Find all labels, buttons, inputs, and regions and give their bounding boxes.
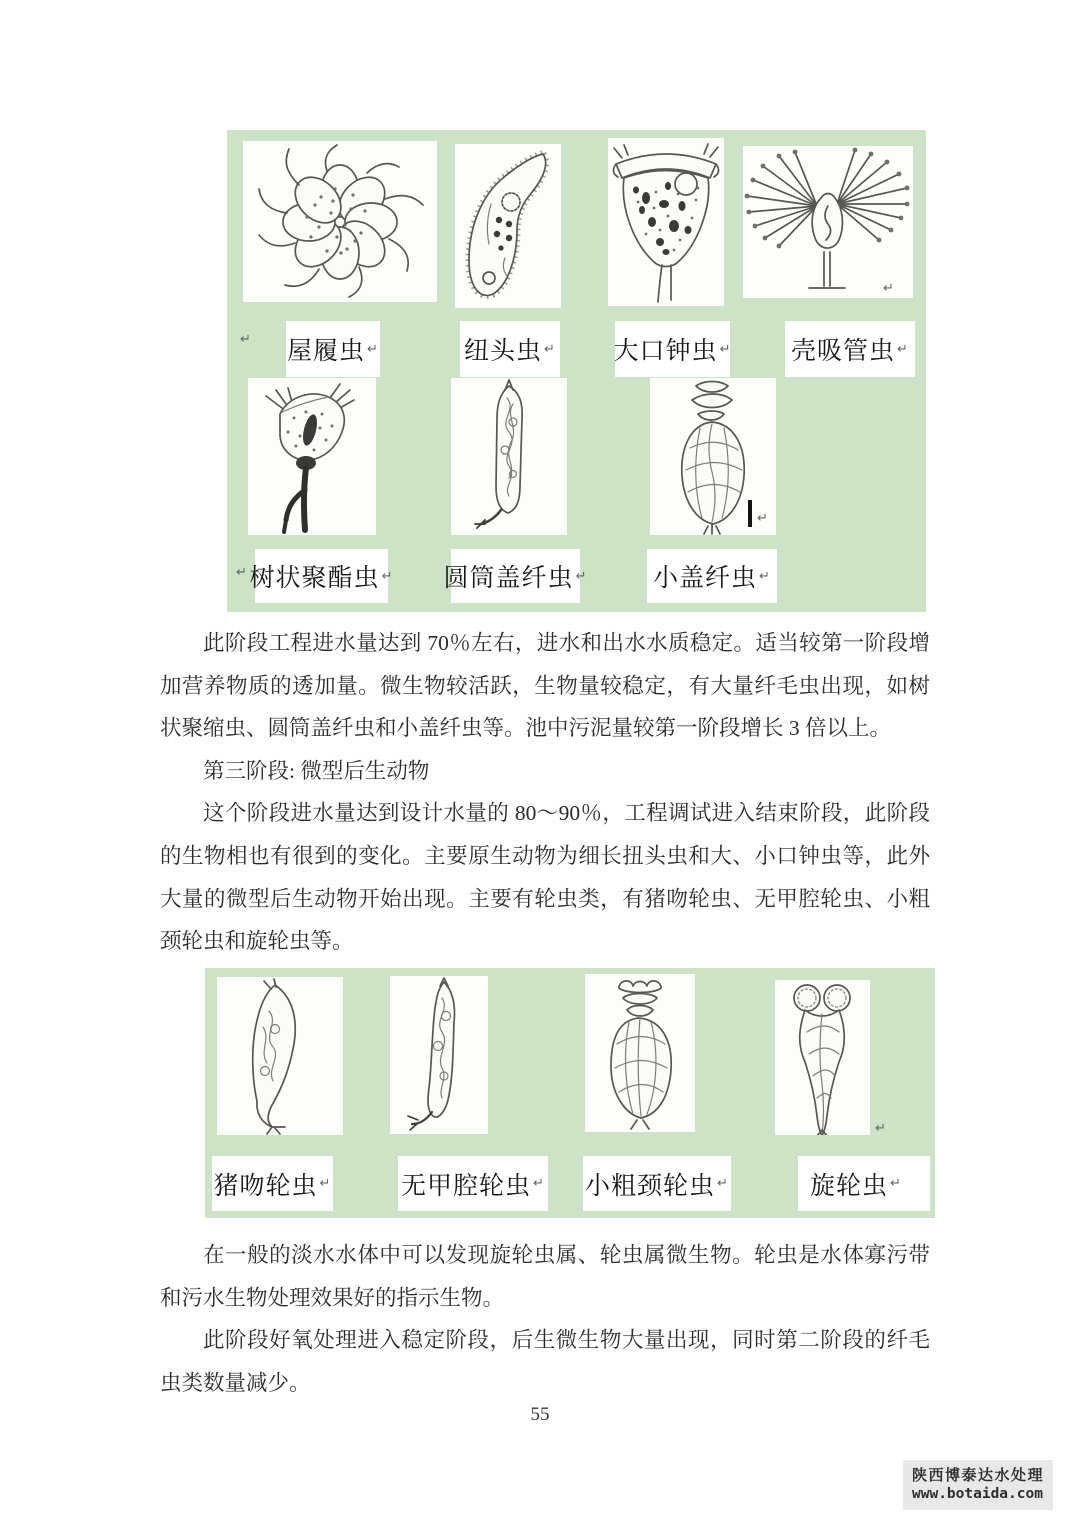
return-mark: ↵ [319, 1176, 332, 1191]
return-mark: ↵ [897, 341, 909, 357]
return-mark: ↵ [759, 568, 771, 584]
return-mark: ↵ [240, 332, 251, 347]
label-aspidisca [286, 321, 380, 377]
label-text: 圆筒盖纤虫 [443, 565, 574, 592]
body-text-block-2 [160, 1234, 930, 1404]
shelled-suctorian-figure [743, 146, 913, 298]
return-mark: ↵ [883, 281, 894, 296]
return-mark: ↵ [757, 511, 768, 526]
big-mouth-bell-ciliate-figure [608, 138, 724, 306]
watermark-company-name: 陕西博泰达水处理 [912, 1466, 1045, 1484]
litonotus-ciliate-illustration [455, 144, 561, 308]
illoricate-rotifer-figure [390, 976, 488, 1134]
label-text: 小盖纤虫 [653, 565, 758, 592]
return-mark: ↵ [236, 565, 247, 580]
label-big-mouth-bell [615, 321, 730, 377]
label-small-thick-neck-rotifer [583, 1156, 731, 1211]
label-tree-colonial-ciliate [249, 549, 394, 603]
tree-colonial-ciliate-illustration [248, 378, 376, 535]
cylindrical-lid-ciliate-illustration [451, 378, 567, 535]
shelled-suctorian-illustration [743, 146, 913, 298]
return-mark: ↵ [890, 1176, 902, 1191]
label-text: 旋轮虫 [810, 1172, 889, 1200]
aspidisca-ciliate-illustration [243, 141, 437, 302]
return-mark: ↵ [533, 1176, 545, 1191]
label-text: 小粗颈轮虫 [585, 1172, 716, 1200]
return-mark: ↵ [544, 341, 556, 357]
cylindrical-lid-ciliate-figure [451, 378, 567, 535]
return-mark: ↵ [381, 568, 394, 584]
microbe-panel-top [227, 130, 926, 612]
label-illoricate-rotifer [398, 1156, 548, 1211]
label-small-lid-ciliate [647, 549, 777, 603]
return-mark: ↵ [875, 1121, 886, 1136]
return-mark: ↵ [367, 341, 379, 357]
return-mark: ↵ [575, 568, 588, 584]
text-cursor-artifact [748, 500, 752, 527]
paragraph-stage3: 这个阶段进水量达到设计水量的 80～90％，工程调试进入结束阶段，此阶段的生物相也有很到的变化。主要原生动物为细长扭头虫和大、小口钟虫等，此外大量的微型后生动物开始出现。主要有轮虫类，有猪吻轮虫、无甲腔轮虫、小粗颈轮虫和旋轮虫等。 [160, 801, 930, 954]
paragraph-stage2: 此阶段工程进水量达到 70％左右，进水和出水水质稳定。适当较第一阶段增加营养物质的透加量。微生物较活跃，生物量较稳定，有大量纤毛虫出现，如树状聚缩虫、圆筒盖纤虫和小盖纤虫等。池中污泥量较第一阶段增长 3 倍以上。 [160, 631, 930, 741]
pig-snout-rotifer-illustration [217, 977, 343, 1135]
label-shelled-suctorian [785, 321, 915, 377]
heading-stage3: 第三阶段: 微型后生动物 [203, 758, 430, 783]
label-text: 树状聚酯虫 [249, 565, 380, 592]
pig-snout-rotifer-figure [217, 977, 343, 1135]
label-text: 纽头虫 [464, 338, 543, 365]
big-mouth-bell-ciliate-illustration [608, 138, 724, 306]
rotifer-panel-bottom [205, 968, 935, 1218]
watermark-website-url: www.botaida.com [912, 1486, 1043, 1503]
aspidisca-ciliate-figure [243, 141, 437, 302]
philodina-rotifer-illustration [775, 980, 870, 1135]
litonotus-ciliate-figure [455, 144, 561, 308]
body-text-block-1 [160, 622, 930, 963]
illoricate-rotifer-illustration [390, 976, 488, 1134]
label-philodina-rotifer [798, 1156, 930, 1211]
label-text: 屋履虫 [287, 338, 366, 365]
tree-colonial-ciliate-figure [248, 378, 376, 535]
label-cylindrical-lid-ciliate [443, 549, 588, 603]
paragraph-rotifer-indicator: 在一般的淡水水体中可以发现旋轮虫属、轮虫属微生物。轮虫是水体寡污带和污水生物处理效果好的指示生物。 [160, 1243, 930, 1310]
label-litonotus [460, 321, 560, 377]
philodina-rotifer-figure [775, 980, 870, 1135]
label-text: 大口钟虫 [613, 338, 718, 365]
paragraph-stable-stage: 此阶段好氧处理进入稳定阶段，后生微生物大量出现，同时第二阶段的纤毛虫类数量减少。 [160, 1328, 930, 1395]
small-thick-neck-rotifer-illustration [585, 974, 695, 1132]
return-mark: ↵ [717, 1176, 729, 1191]
label-text: 无甲腔轮虫 [401, 1172, 532, 1200]
label-text: 猪吻轮虫 [213, 1172, 318, 1200]
small-thick-neck-rotifer-figure [585, 974, 695, 1132]
watermark-badge [903, 1460, 1053, 1510]
label-pig-snout-rotifer [212, 1156, 333, 1211]
label-text: 壳吸管虫 [791, 338, 896, 365]
page-number: 55 [530, 1404, 550, 1425]
return-mark: ↵ [719, 341, 732, 357]
